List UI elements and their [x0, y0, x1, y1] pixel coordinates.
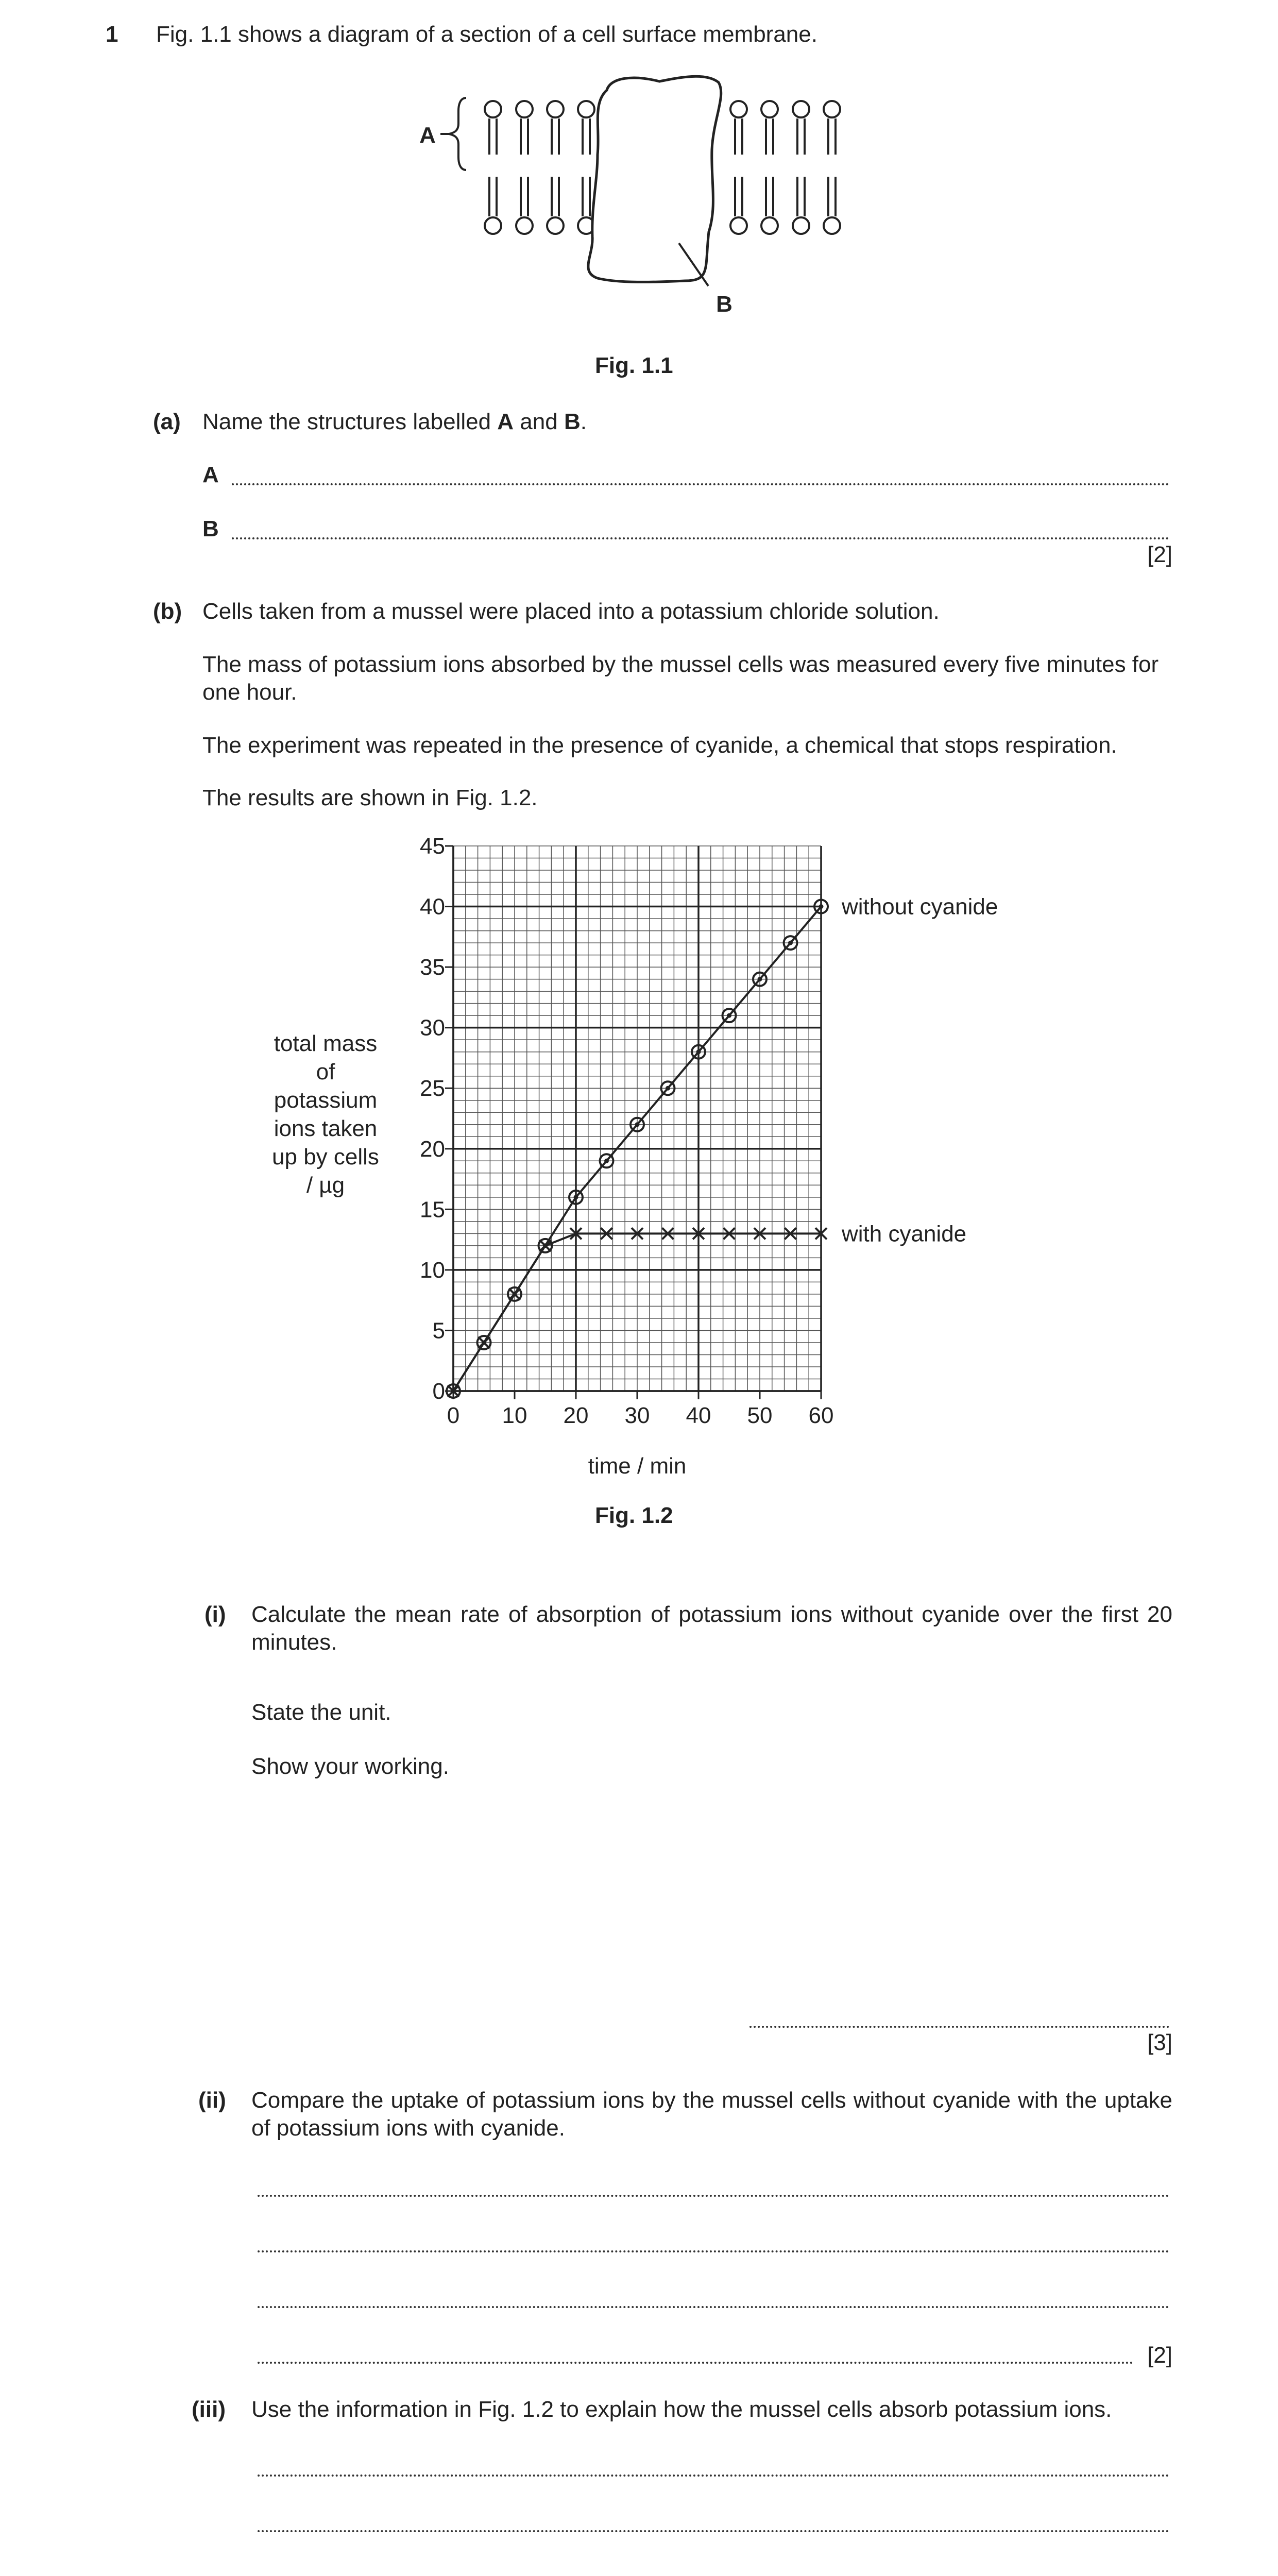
- y-axis-label-line: up by cells: [272, 1144, 379, 1170]
- phospholipid-tail: [828, 118, 836, 155]
- label-b: B: [716, 292, 732, 317]
- part-b-ii-answer-line-2[interactable]: [258, 2250, 1169, 2252]
- phospholipid-tail: [521, 118, 528, 155]
- phospholipid-head: [485, 101, 501, 117]
- y-axis-label-line: potassium: [274, 1088, 378, 1113]
- data-point-dot: [605, 1160, 608, 1162]
- part-a-bold-b: B: [564, 409, 581, 434]
- part-b-ii-answer-line-1[interactable]: [258, 2195, 1169, 2197]
- data-point-dot: [759, 978, 761, 980]
- part-a-text-mid: and: [514, 409, 564, 434]
- y-axis-label-line: total mass: [274, 1031, 378, 1056]
- y-tick-label: 0: [432, 1379, 445, 1404]
- part-b-i-unit: State the unit.: [251, 1700, 391, 1725]
- phospholipid-head: [547, 217, 564, 234]
- data-point-dot: [575, 1196, 577, 1198]
- fig-1-2-caption: Fig. 1.2: [595, 1503, 673, 1528]
- part-a-label: (a): [153, 409, 181, 434]
- label-a: A: [419, 123, 436, 148]
- data-point-dot: [667, 1087, 669, 1090]
- fig-1-2-chart: [0, 824, 1278, 1520]
- y-tick-label: 45: [420, 834, 445, 859]
- phospholipid-head: [547, 101, 564, 117]
- y-axis-label-line: / µg: [306, 1173, 345, 1198]
- phospholipid-tail: [735, 118, 742, 155]
- y-tick-label: 25: [420, 1076, 445, 1101]
- part-a-marks: [2]: [1147, 542, 1172, 567]
- part-b-i-answer-line[interactable]: [749, 2026, 1169, 2028]
- part-b-para4: The results are shown in Fig. 1.2.: [202, 785, 538, 810]
- answer-a-label: A: [202, 462, 219, 487]
- part-a-question: [202, 408, 587, 436]
- phospholipid-tail: [583, 118, 590, 155]
- x-tick-label: 40: [686, 1403, 711, 1428]
- phospholipid-tail: [489, 118, 497, 155]
- y-tick-label: 35: [420, 955, 445, 980]
- phospholipid-tail: [521, 177, 528, 216]
- answer-a-line[interactable]: [232, 483, 1169, 485]
- phospholipid-head: [793, 217, 809, 234]
- phospholipid-tail: [552, 177, 559, 216]
- phospholipid-head: [516, 217, 533, 234]
- phospholipid-tail: [489, 177, 497, 216]
- part-b-label: (b): [153, 599, 182, 624]
- phospholipid-head: [485, 217, 501, 234]
- y-axis-label: [272, 1031, 379, 1198]
- fig-1-1-membrane-diagram: [0, 0, 1278, 361]
- phospholipid-tail: [583, 177, 590, 216]
- phospholipid-head: [824, 217, 840, 234]
- phospholipid-head: [761, 101, 778, 117]
- part-b-iii-label: (iii): [192, 2397, 226, 2422]
- x-tick-label: 50: [747, 1403, 773, 1428]
- phospholipid-head: [730, 101, 747, 117]
- part-b-ii-text: Compare the uptake of potassium ions by the mussel cells without cyanide with the uptake of potassium ions with cyanide.: [251, 2088, 1172, 2141]
- phospholipid-head: [578, 101, 594, 117]
- phospholipid-tail: [766, 118, 773, 155]
- y-axis-label-line: ions taken: [274, 1116, 378, 1141]
- part-a-bold-a: A: [497, 409, 514, 434]
- part-b-ii-answer-line-4[interactable]: [258, 2362, 1133, 2364]
- y-tick-label: 15: [420, 1197, 445, 1223]
- series-label: with cyanide: [842, 1221, 967, 1247]
- part-b-para3: The experiment was repeated in the presence of cyanide, a chemical that stops respiration.: [202, 733, 1117, 758]
- phospholipid-tail: [735, 177, 742, 216]
- fig-1-1-caption: Fig. 1.1: [595, 353, 673, 378]
- y-tick-label: 5: [432, 1318, 445, 1344]
- question-number: 1: [106, 22, 118, 47]
- x-tick-label: 20: [563, 1403, 589, 1428]
- x-tick-label: 60: [808, 1403, 834, 1428]
- part-b-para2: The mass of potassium ions absorbed by the mussel cells was measured every five minutes for one hour.: [202, 652, 1159, 705]
- data-point-dot: [728, 1014, 730, 1017]
- part-b-iii-answer-line-2[interactable]: [258, 2530, 1169, 2532]
- part-b-i-label: (i): [205, 1602, 226, 1627]
- part-b-i-marks: [3]: [1147, 2030, 1172, 2055]
- phospholipid-head: [761, 217, 778, 234]
- phospholipid-tail: [797, 177, 805, 216]
- phospholipid-tail: [766, 177, 773, 216]
- phospholipid-tail: [552, 118, 559, 155]
- data-point-dot: [697, 1050, 700, 1053]
- part-a-text-pre: Name the structures labelled: [202, 409, 498, 434]
- x-tick-label: 0: [447, 1403, 460, 1428]
- part-b-para1: Cells taken from a mussel were placed into a potassium chloride solution.: [202, 599, 940, 624]
- part-b-iii-text: Use the information in Fig. 1.2 to explain how the mussel cells absorb potassium ions.: [251, 2397, 1112, 2422]
- part-b-i-working: Show your working.: [251, 1754, 449, 1779]
- x-tick-label: 30: [624, 1403, 650, 1428]
- part-b-iii-answer-line-1[interactable]: [258, 2475, 1169, 2477]
- y-tick-label: 30: [420, 1015, 445, 1041]
- data-point-dot: [636, 1123, 639, 1126]
- phospholipid-head: [793, 101, 809, 117]
- phospholipid-head: [516, 101, 533, 117]
- y-axis-label-line: of: [316, 1059, 335, 1084]
- x-axis-label: time / min: [588, 1453, 687, 1479]
- data-point-dot: [789, 942, 792, 944]
- y-tick-label: 40: [420, 894, 445, 920]
- phospholipid-head: [730, 217, 747, 234]
- bracket-a: [449, 98, 466, 170]
- part-b-ii-label: (ii): [198, 2088, 226, 2113]
- series-label: without cyanide: [842, 894, 998, 920]
- phospholipid-tail: [797, 118, 805, 155]
- part-a-text-end: .: [580, 409, 587, 434]
- phospholipid-head: [824, 101, 840, 117]
- part-b-i-text: Calculate the mean rate of absorption of potassium ions without cyanide over the first 20 minutes.: [251, 1602, 1172, 1655]
- data-point-dot: [820, 905, 823, 908]
- question-intro: Fig. 1.1 shows a diagram of a section of a cell surface membrane.: [156, 22, 817, 47]
- phospholipid-tail: [828, 177, 836, 216]
- part-b-ii-answer-line-3[interactable]: [258, 2306, 1169, 2308]
- answer-b-label: B: [202, 516, 219, 541]
- y-tick-label: 10: [420, 1257, 445, 1283]
- membrane-protein: [588, 76, 721, 282]
- y-tick-label: 20: [420, 1136, 445, 1162]
- part-b-ii-marks: [2]: [1147, 2343, 1172, 2368]
- answer-b-line[interactable]: [232, 537, 1169, 539]
- x-tick-label: 10: [502, 1403, 527, 1428]
